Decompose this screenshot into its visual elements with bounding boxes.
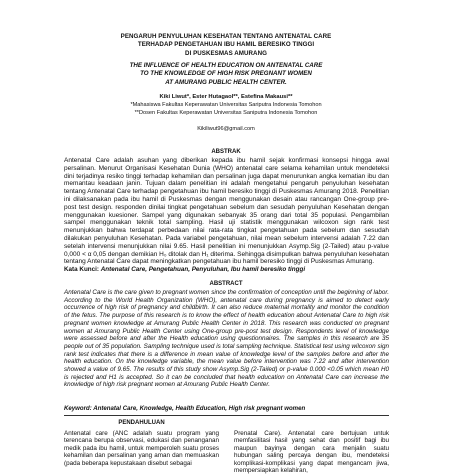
contact-email: Kikiliwut96@gmail.com bbox=[197, 126, 255, 132]
pendahuluan-left-column: Antenatal care (ANC adalah suatu program yang terencana berupa observasi, edukasi dan penanganan medik pada ibu hamil, untuk memperoleh suatu proses kehamilan dan persalinan yang aman dan memuaskan (pada beberapa kepustakaan disebut sebagai bbox=[64, 430, 219, 467]
title-english-line-1: THE INFLUENCE OF HEALTH EDUCATION ON ANTENATAL CARE bbox=[129, 62, 323, 69]
title-english bbox=[40, 62, 412, 87]
abstract-heading: ABSTRACT bbox=[209, 281, 243, 287]
title-english-line-2: TO THE KNOWLEDGE OF HIGH RISK PREGNANT WOMEN bbox=[140, 70, 312, 78]
kata-kunci-values: Antenatal Care, Pengetahuan, Penyuluhan, Ibu hamil beresiko tinggi bbox=[100, 266, 306, 273]
kata-kunci-label: Kata Kunci: bbox=[64, 266, 99, 273]
abstrak-heading: ABSTRAK bbox=[211, 149, 241, 155]
abstrak-body: Antenatal Care adalah asuhan yang diberikan kepada ibu hamil sejak konfirmasi konsepsi hingga awal persalinan. Menurut Organisasi Kesehatan Dunia (WHO) antenatal care selama kehamilan untuk mendeteksi dini terjadinya resiko tinggi terhadap kehamilan dan persalinan juga dapat menurunkan angka kematian ibu dan memantau keadaan janin. Tujuan dalam penelitian ini adalah mengetahui pengaruh penyuluhan kesehatan tentang Antenatal Care terhadap pengetahuan ibu hamil beresiko tinggi di Puskesmas Amurang 2018. Penelitian ini dilaksanakan pada ibu hamil di Puskesmas dengan menggunakan desain atau rancangan One-group pre-post test design. responden dinilai tingkat pengetahuan sebelum dan sesudah penyuluhan Kesehatan dengan menggunakan kuesioner. Sampel yang digunakan sebanyak 35 orang dari total 35 populasi. Pengambilan sampel menggunakan teknik total sampling. Hasil uji statistik menggunakan wilcoxon sign rank test menunjukkan bahwa terdapat perbedaan nilai rata-rata tingkat pengetahuan pada sebelum dan sesudah dilakukan penyuluhan Kesehatan. Pada variabel pengetahuan, nilai mean sebelum intervensi adalah 7.22 dan setelah intervensi menunjukkan nilai 9.65. Hasil penelitian ini menunjukkan Asymp.Sig (2-Tailed) atau p-value 0,000 < α 0,05 dengan demikian H₀ ditolak dan H₁ diterima. Sehingga disimpulkan bahwa penyuluhan kesehatan tentang Antenatal Care dapat meningkatkan pengetahuan ibu hamil beresiko tinggi di Puskesmas Amurang. bbox=[64, 157, 389, 266]
keywords bbox=[64, 405, 389, 413]
affiliation-lecturer: **Dosen Fakultas Keperawatan Universitas Saniputra Indonesia Tomohon bbox=[134, 109, 318, 116]
kata-kunci bbox=[64, 266, 389, 274]
author-list: Kiki Liwut*, Ester Hutagaol**, Estefina Makausi** bbox=[159, 94, 293, 100]
pendahuluan-heading: PENDAHULUAN bbox=[118, 420, 165, 426]
title-indonesian bbox=[40, 33, 412, 58]
title-indonesian-line-1: PENGARUH PENYULUHAN KESEHATAN TENTANG ANTENATAL CARE bbox=[120, 33, 332, 40]
abstract-body: Antenatal Care is the care given to pregnant women since the confirmation of conception until the beginning of labor. According to the World Health Organization (WHO), antenatal care during pregnancy is aimed to detect early occurrence of high risk of pregnancy and childbirth. It can also reduce maternal mortality and monitor the condition of the fetus. The purpose of this research is to know the effect of health education about Antenatal Care to high risk pregnant women knowledge at Amurang Public Health Center in 2018. This research was conducted on pregnant women at Amurang Public Health Center using One-group pre-post test design. Respondents level of knowledge were assessed before and after the Health education using questionnaires. The samples in this research are 35 people out of 35 population. Sampling technique used is total sampling technique. Statistical test using wilcoxon sign rank test indicates that there is a difference in mean value of knowledge level of the samples before and after the health education. On the knowledge variable, the mean value before intervention was 7.22 and after intervention showed a value of 9.65. The results of this study show Asymp.Sig (2-Tailed) or p-value 0.000 <0.05 which mean H0 is rejected and H1 is accepted. So it can be concluded that health education on Antenatal Care can increase the knowledge of high risk pregnant women at Amurang Public Health Center. bbox=[64, 289, 389, 389]
pendahuluan-right-column: Prenatal Care). Antenatal care bertujuan untuk memfasilitasi hasil yang sehat dan positif bagi ibu maupun bayinya dengan cara menjalin suatu hubungan saling percaya dengan ibu, mendeteksi komplikasi-komplikasi yang dapat mengancam jiwa, mempersiapkan kelahiran, bbox=[234, 430, 389, 474]
title-indonesian-line-3: DI PUSKESMAS AMURANG bbox=[185, 49, 267, 57]
section-divider bbox=[64, 415, 389, 416]
keywords-label: Keyword: bbox=[64, 405, 92, 412]
title-english-line-3: AT AMURANG PUBLIC HEALTH CENTER. bbox=[165, 78, 287, 86]
affiliation-student: *Mahasiswa Fakultas Keperawatan Universitas Sariputra Indonesia Tomohon bbox=[130, 102, 322, 108]
affiliations bbox=[40, 102, 412, 117]
title-indonesian-line-2: TERHADAP PENGETAHUAN IBU HAMIL BERESIKO TINGGI bbox=[137, 41, 315, 49]
keywords-values: Antenatal Care, Knowledge, Health Education, High risk pregnant women bbox=[93, 405, 306, 412]
